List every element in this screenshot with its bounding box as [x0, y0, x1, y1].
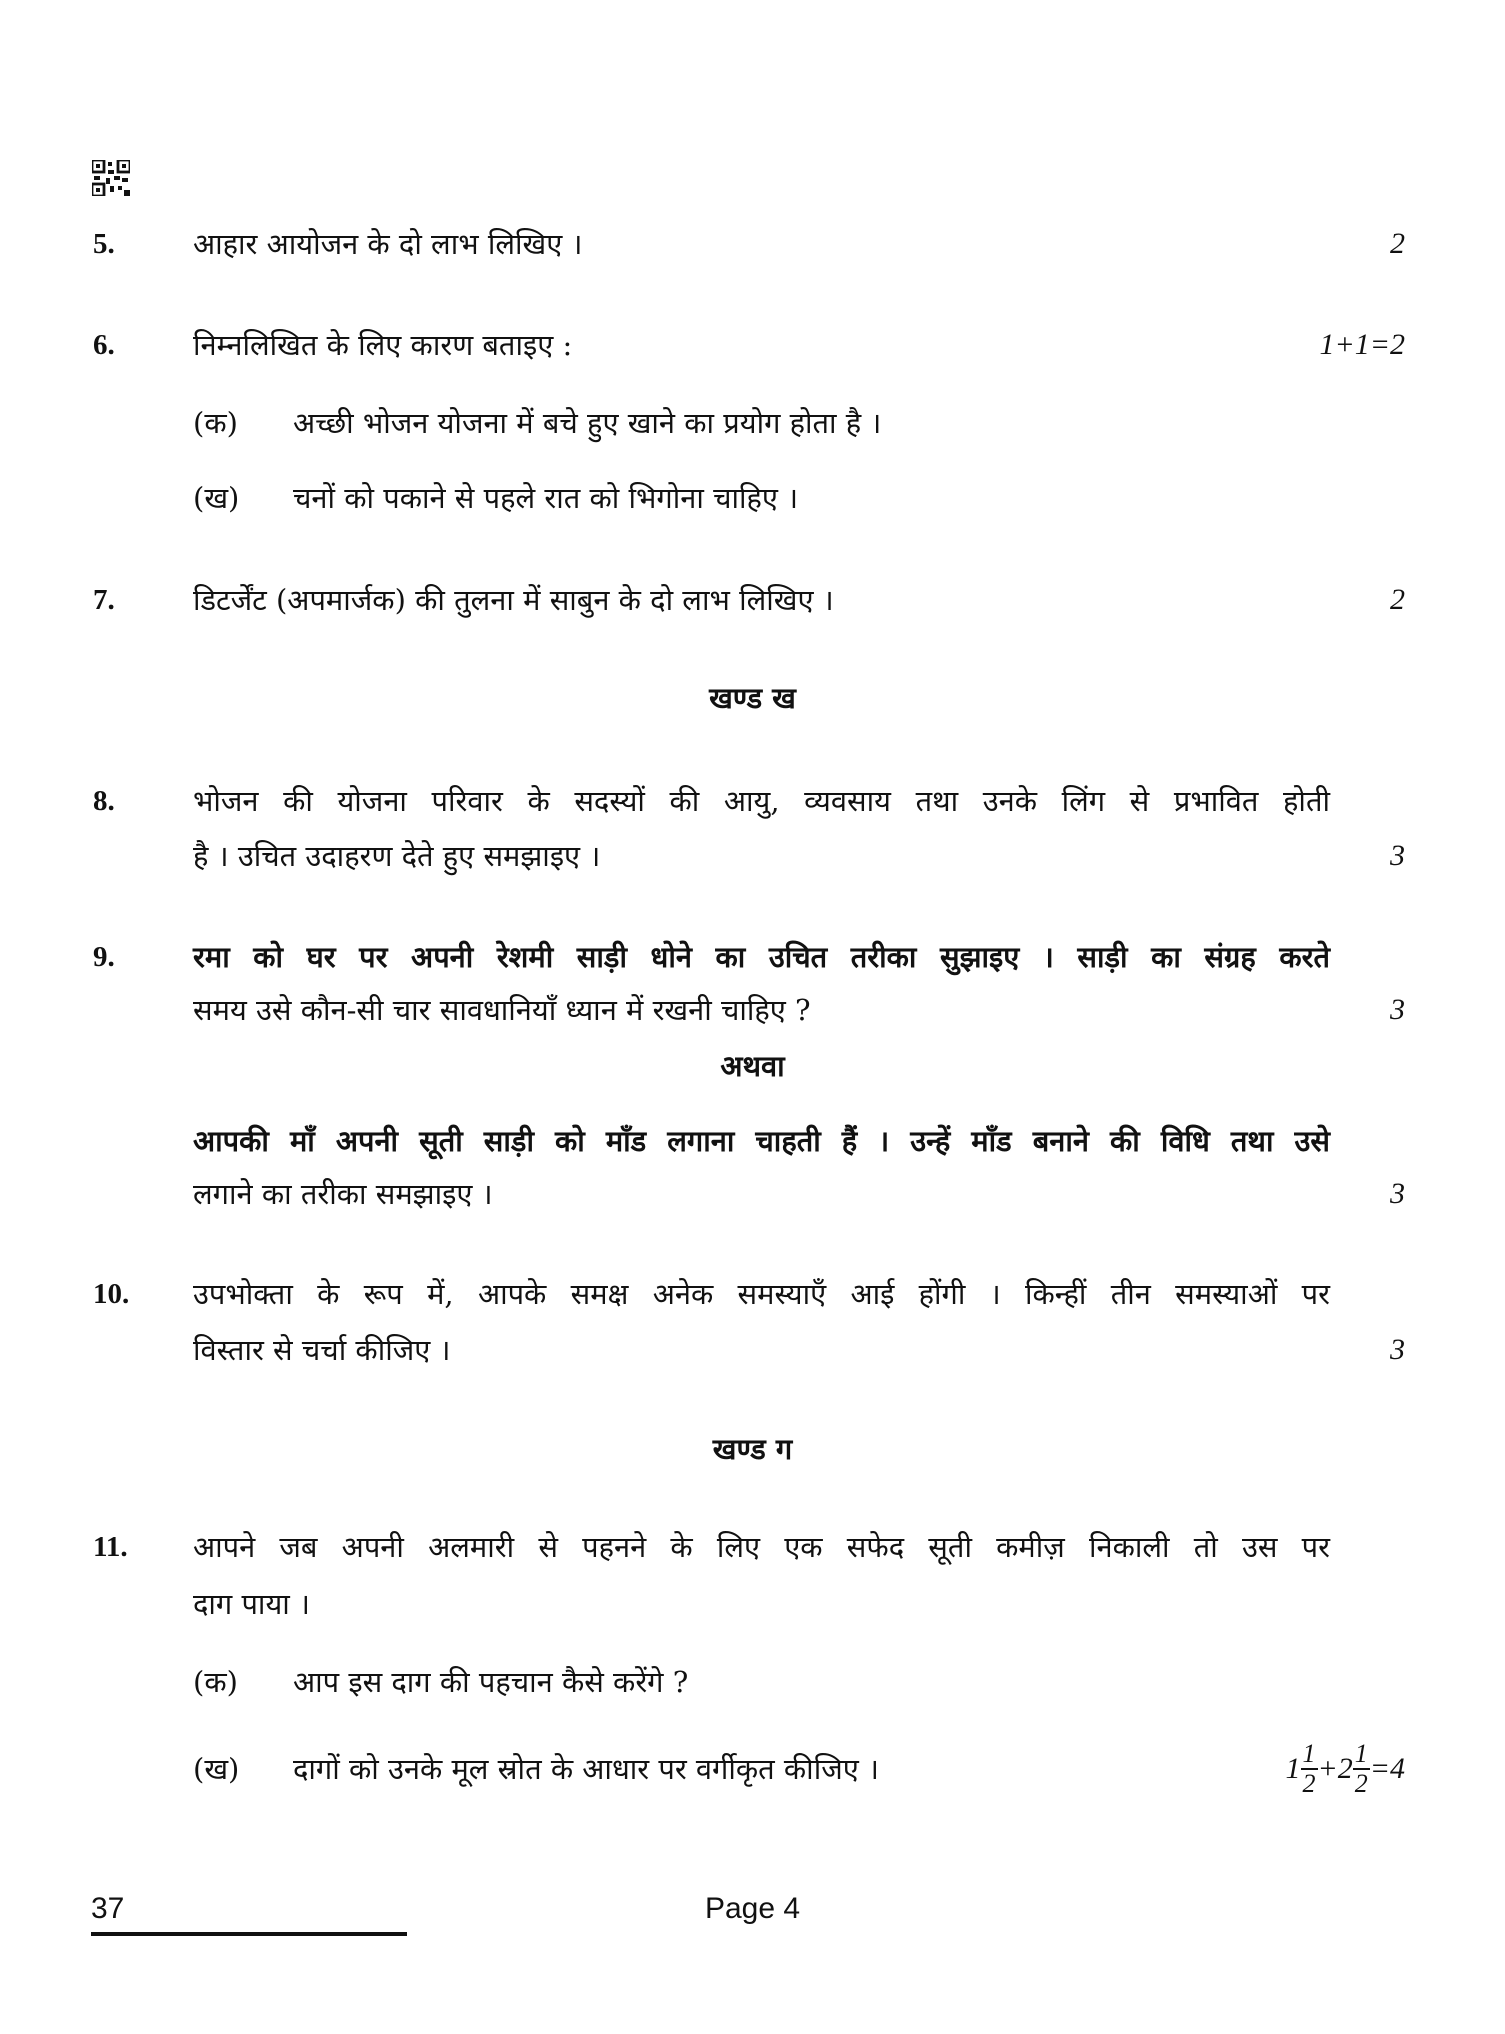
- question-11-line2: दाग पाया ।: [193, 1587, 310, 1621]
- marks-fraction: [1353, 1740, 1370, 1798]
- marks-whole: 1: [1285, 1752, 1301, 1785]
- question-6-text: निम्नलिखित के लिए कारण बताइए :: [193, 328, 573, 362]
- question-5-marks: 2: [1390, 227, 1405, 260]
- question-number: 11.: [93, 1531, 128, 1563]
- question-8-marks: 3: [1390, 839, 1405, 872]
- section-heading: खण्ड ग: [712, 1432, 793, 1466]
- footer-rule: [91, 1932, 407, 1936]
- part-text: चनों को पकाने से पहले रात को भिगोना चाहिए ।: [293, 481, 799, 515]
- page-number: Page 4: [704, 1892, 801, 1925]
- question-7-marks: 2: [1390, 583, 1405, 616]
- question-10-line2: विस्तार से चर्चा कीजिए ।: [193, 1333, 451, 1367]
- question-11-marks: [1286, 1740, 1406, 1798]
- question-7-text: डिटर्जेंट (अपमार्जक) की तुलना में साबुन के दो लाभ लिखिए ।: [193, 583, 834, 617]
- question-5-text: आहार आयोजन के दो लाभ लिखिए ।: [193, 227, 583, 261]
- question-6-marks: 1+1=2: [1319, 328, 1405, 361]
- question-10-line1: उपभोक्ता के रूप में, आपके समक्ष अनेक समस्याएँ आई होंगी । किन्हीं तीन समस्याओं पर: [193, 1277, 1330, 1311]
- question-number: 9.: [93, 941, 115, 973]
- numerator: 1: [1354, 1739, 1368, 1768]
- question-10-marks: 3: [1390, 1333, 1405, 1366]
- question-number: 6.: [93, 329, 115, 361]
- denominator: 2: [1354, 1769, 1368, 1798]
- paper-code: 37: [91, 1892, 125, 1925]
- part-text: आप इस दाग की पहचान कैसे करेंगे ?: [293, 1665, 689, 1699]
- question-number: 10.: [93, 1278, 130, 1310]
- part-label: (क): [193, 1665, 238, 1699]
- denominator: 2: [1302, 1769, 1316, 1798]
- marks-fraction: [1301, 1740, 1318, 1798]
- section-heading: खण्ड ख: [709, 681, 796, 715]
- question-9-alt-line1: आपकी माँ अपनी सूती साड़ी को माँड लगाना चाहती हैं । उन्हें माँड बनाने की विधि तथा उसे: [193, 1124, 1330, 1158]
- question-9-line1: रमा को घर पर अपनी रेशमी साड़ी धोने का उचित तरीका सुझाइए । साड़ी का संग्रह करते: [193, 940, 1330, 974]
- question-9-marks: 3: [1390, 993, 1405, 1026]
- part-label: (क): [193, 406, 238, 440]
- question-8-line1: भोजन की योजना परिवार के सदस्यों की आयु, व्यवसाय तथा उनके लिंग से प्रभावित होती: [193, 784, 1330, 818]
- marks-plus: +2: [1317, 1752, 1353, 1785]
- part-label: (ख): [193, 1752, 240, 1786]
- question-11-line1: आपने जब अपनी अलमारी से पहनने के लिए एक सफेद सूती कमीज़ निकाली तो उस पर: [193, 1530, 1330, 1564]
- question-9-alt-line2: लगाने का तरीका समझाइए ।: [193, 1177, 493, 1211]
- question-number: 8.: [93, 785, 115, 817]
- qr-code-icon: [92, 160, 130, 196]
- question-9-alt-marks: 3: [1390, 1177, 1405, 1210]
- question-number: 5.: [93, 228, 115, 260]
- question-number: 7.: [93, 584, 115, 616]
- numerator: 1: [1302, 1739, 1316, 1768]
- part-text: दागों को उनके मूल स्रोत के आधार पर वर्गीकृत कीजिए ।: [293, 1752, 879, 1786]
- or-label: अथवा: [720, 1049, 785, 1083]
- question-8-line2: है । उचित उदाहरण देते हुए समझाइए ।: [193, 839, 601, 873]
- part-label: (ख): [193, 481, 240, 515]
- marks-total: =4: [1369, 1752, 1405, 1785]
- part-text: अच्छी भोजन योजना में बचे हुए खाने का प्रयोग होता है ।: [293, 406, 882, 440]
- question-9-line2: समय उसे कौन-सी चार सावधानियाँ ध्यान में रखनी चाहिए ?: [193, 993, 811, 1027]
